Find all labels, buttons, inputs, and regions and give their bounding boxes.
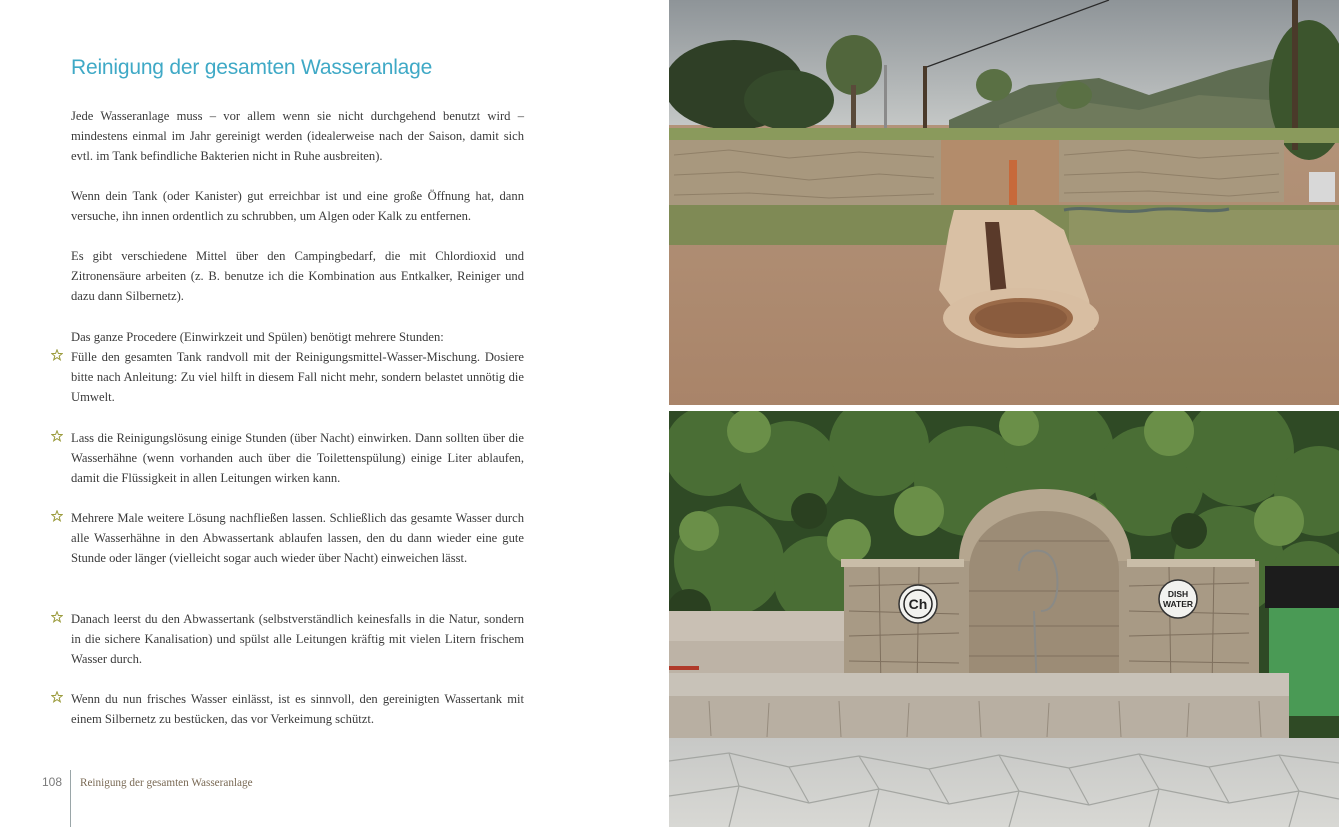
text-page xyxy=(0,0,668,827)
step-item: Wenn du nun frisches Wasser einlässt, ist es sinnvoll, den gereinigten Wassertank mit einem Silbernetz zu bestücken, das vor Verkeimung schützt. xyxy=(71,692,524,727)
sign-dish-text: DISH xyxy=(1167,589,1189,599)
procedure-intro-paragraph: Das ganze Procedere (Einwirkzeit und Spülen) benötigt mehrere Stunden: xyxy=(71,330,444,344)
sign-water-text: WATER xyxy=(1162,599,1194,609)
tank-scrub-paragraph: Wenn dein Tank (oder Kanister) gut erreichbar ist und eine große Öffnung hat, dann versuche, ihn innen ordentlich zu schrubben, um Algen oder Kalk zu entfernen. xyxy=(71,189,524,224)
star-bullet-icon xyxy=(51,430,63,442)
step-item: Danach leerst du den Abwassertank (selbstverständlich keinesfalls in die Natur, sondern in die sichere Kanalisation) und spülst alle Leitungen kräftig mit vielen Litern frischem Wasser durch. xyxy=(71,612,524,667)
page-heading: Reinigung der gesamten Wasseranlage xyxy=(71,56,433,79)
star-bullet-icon xyxy=(51,691,63,703)
campsite-drain-photo xyxy=(669,0,1339,405)
page-number: 108 xyxy=(42,775,63,789)
step-item: Mehrere Male weitere Lösung nachfließen lassen. Schließlich das gesamte Wasser durch alle Wasserhähne in den Abwassertank ablaufen lassen, den du dann wieder eine gute Stunde oder länger (vielleicht sogar auch wieder über Nacht) einweichen lässt. xyxy=(71,511,524,566)
step-item: Lass die Reinigungslösung einige Stunden (über Nacht) einwirken. Dann sollten über die Wasserhähne (wenn vorhanden auch über die Toilettenspülung) einige Liter ablaufen, damit die Flüssigkeit in allen Leitungen wirken kann. xyxy=(71,431,524,486)
sign-ch-text: Ch xyxy=(908,596,928,612)
cleaning-agents-paragraph: Es gibt verschiedene Mittel über den Campingbedarf, die mit Chlordioxid und Zitronensäure arbeiten (z. B. benutze ich die Kombination aus Entkalker, Reiniger und dazu dann Silbernetz). xyxy=(71,249,524,304)
star-bullet-icon xyxy=(51,349,63,361)
intro-paragraph: Jede Wasseranlage muss – vor allem wenn sie nicht durchgehend benutzt wird – mindestens einmal im Jahr gereinigt werden (idealerweise nach der Saison, damit sich evtl. im Tank befindliche Bakterien nicht in Ruhe ausbreiten). xyxy=(71,109,524,164)
stone-fountain-photo xyxy=(669,411,1339,827)
star-bullet-icon xyxy=(51,510,63,522)
step-item: Fülle den gesamten Tank randvoll mit der Reinigungsmittel-Wasser-Mischung. Dosiere bitte nach Anleitung: Zu viel hilft in diesem Fall nicht mehr, sondern belastet unnötig die Umwelt. xyxy=(71,350,524,405)
footer-divider xyxy=(70,770,71,827)
star-bullet-icon xyxy=(51,611,63,623)
running-title: Reinigung der gesamten Wasseranlage xyxy=(80,777,253,789)
